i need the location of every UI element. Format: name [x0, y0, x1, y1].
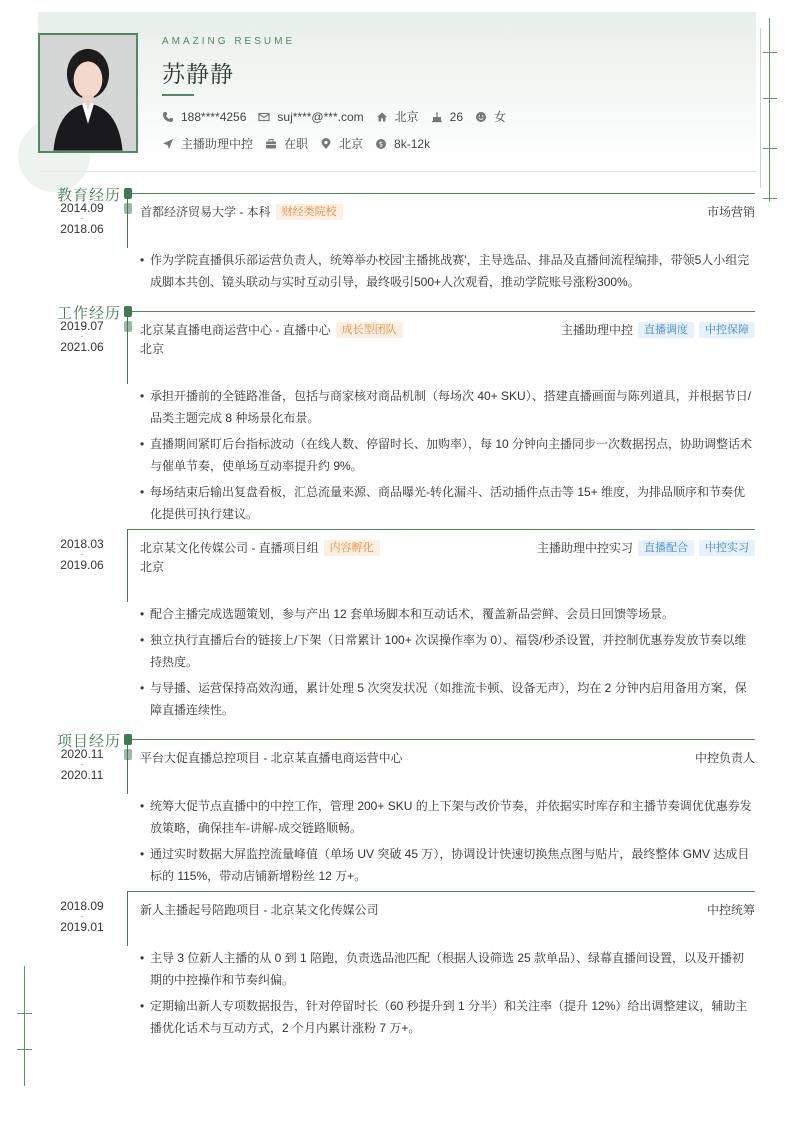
work-city: 北京 — [140, 342, 165, 356]
location-item — [376, 108, 419, 125]
work-org — [140, 539, 380, 556]
company-name: 北京某文化传媒公司 - 直播项目组 — [140, 541, 319, 555]
email-value: suj****@***.com — [277, 109, 364, 124]
project-date — [58, 748, 106, 781]
list-item: • 作为学院直播俱乐部运营负责人，统筹举办校园'主播挑战赛'，主导选品、排品及直播间流程编排，带领5人小组完成脚本共创、镜头联动与实时互动引导，最终吸引500+人次观看，推动学院账号涨粉300%。 — [140, 249, 754, 293]
date-end: 2021.06 — [60, 340, 104, 354]
major-name: 市场营销 — [706, 205, 755, 219]
entry-node — [124, 749, 132, 760]
role-tag: 中控保障 — [699, 322, 755, 338]
date-start: 2020.11 — [60, 747, 104, 761]
date-separator: - — [80, 759, 84, 769]
entry-divider — [127, 529, 755, 530]
work-role — [561, 321, 755, 338]
education-major — [707, 203, 755, 220]
decor-rail-tick — [763, 148, 777, 149]
status-item — [265, 135, 308, 152]
project-name — [140, 901, 379, 918]
candidate-name: 苏静静 — [162, 61, 234, 87]
list-item: • 每场结束后输出复盘看板，汇总流量来源、商品曝光-转化漏斗、活动插件点击等 15+ 维度，为排品顺序和节奏优化提供可执行建议。 — [140, 481, 754, 525]
mail-icon — [258, 111, 270, 123]
date-end: 2020.11 — [60, 768, 104, 782]
list-item: • 通过实时数据大屏监控流量峰值（单场 UV 突破 45 万），协调设计快速切换焦点图与贴片，最终整体 GMV 达成目标的 115%，带动店铺新增粉丝 12 万+。 — [140, 843, 754, 887]
school-tag: 财经类院校 — [276, 204, 343, 220]
age-value: 26 — [449, 109, 463, 124]
target-position-item — [162, 135, 253, 152]
work-bullets — [140, 385, 754, 529]
company-tag: 内容孵化 — [324, 540, 380, 556]
entry-node — [124, 203, 132, 214]
list-item: • 直播期间紧盯后台指标波动（在线人数、停留时长、加购率），每 10 分钟向主播同步一次数据拐点，协助调整话术与催单节奏，使单场互动率提升约 9%。 — [140, 433, 754, 477]
decor-rail-left — [24, 966, 25, 1086]
briefcase-icon — [265, 138, 277, 150]
gender-item — [475, 108, 506, 125]
email-item — [258, 110, 363, 124]
section-title-education: 教育经历 — [57, 187, 122, 204]
status-value: 在职 — [284, 137, 309, 151]
project-role-title: 中控统筹 — [706, 903, 755, 917]
project-bullets — [140, 795, 754, 891]
date-separator: - — [80, 213, 84, 223]
job-title: 主播助理中控实习 — [536, 541, 633, 555]
school-name: 首都经济贸易大学 - 本科 — [140, 205, 271, 219]
project-title: 新人主播起号陪跑项目 - 北京某文化传媒公司 — [140, 903, 379, 917]
decor-rail-left-tick — [17, 1049, 32, 1050]
decor-rail — [769, 18, 770, 202]
list-item: • 定期输出新人专项数据报告，针对停留时长（60 秒提升到 1 分半）和关注率（提升 12%）给出调整建议，辅助主播优化话术与互动方式，2 个月内累计涨粉 7 万+。 — [140, 995, 754, 1039]
svg-text:$: $ — [378, 140, 384, 149]
entry-timeline — [127, 891, 128, 946]
entry-timeline — [127, 529, 128, 602]
role-tag: 直播配合 — [638, 540, 694, 556]
education-org — [140, 203, 343, 220]
salary-value: 8k-12k — [394, 136, 431, 151]
project-name — [140, 749, 403, 766]
date-end: 2019.01 — [60, 920, 104, 934]
entry-node — [124, 321, 132, 332]
gender-icon — [475, 111, 487, 123]
contact-row — [162, 108, 518, 125]
section-node — [124, 734, 132, 745]
location-pin-icon — [320, 138, 332, 150]
decor-rail-inner — [760, 28, 761, 188]
section-divider — [127, 739, 755, 740]
avatar — [38, 33, 138, 153]
name-underline — [162, 94, 194, 96]
resume-header — [38, 12, 756, 172]
education-bullets — [140, 249, 754, 297]
project-bullets — [140, 947, 754, 1043]
section-title-project: 项目经历 — [57, 733, 122, 750]
list-item: • 独立执行直播后台的链接上/下架（日常累计 100+ 次误操作率为 0）、福袋/秒杀设置，并控制优惠券发放节奏以维持热度。 — [140, 629, 754, 673]
list-item: • 配合主播完成选题策划，参与产出 12 套单场脚本和互动话术，覆盖新品尝鲜、会员日回馈等场景。 — [140, 603, 754, 625]
date-end: 2019.06 — [60, 558, 104, 572]
date-separator: - — [80, 911, 84, 921]
decor-rail-tick — [763, 52, 777, 53]
phone-value: 188****4256 — [181, 109, 247, 124]
work-org — [140, 321, 403, 338]
date-separator: - — [80, 549, 84, 559]
brand-label: AMAZING RESUME — [162, 36, 296, 47]
job-title: 主播助理中控 — [560, 323, 633, 337]
company-name: 北京某直播电商运营中心 - 直播中心 — [140, 323, 331, 337]
phone-icon — [162, 111, 174, 123]
list-item: • 承担开播前的全链路准备，包括与商家核对商品机制（每场次 40+ SKU）、搭建直播画面与陈列道具，并根据节日/品类主题完成 8 种场景化布景。 — [140, 385, 754, 429]
phone-item — [162, 110, 246, 124]
date-start: 2019.07 — [60, 319, 104, 333]
work-date — [58, 538, 106, 571]
section-divider — [127, 193, 755, 194]
work-city: 北京 — [140, 560, 165, 574]
role-tag: 中控实习 — [699, 540, 755, 556]
project-role-title: 中控负责人 — [694, 751, 755, 765]
project-role — [707, 901, 755, 918]
work-role — [537, 539, 755, 556]
send-icon — [162, 138, 174, 150]
project-date — [58, 900, 106, 933]
date-separator: - — [80, 331, 84, 341]
section-node — [124, 188, 132, 199]
date-start: 2014.09 — [60, 201, 104, 215]
date-start: 2018.09 — [60, 899, 104, 913]
section-title-work: 工作经历 — [57, 305, 122, 322]
age-item — [431, 110, 463, 124]
decor-rail-left-tick — [17, 1013, 32, 1014]
list-item: • 主导 3 位新人主播的从 0 到 1 陪跑，负责选品池匹配（根据人设筛选 25 款单品）、绿幕直播间设置，以及开播初期的中控操作和节奏纠偏。 — [140, 947, 754, 991]
date-start: 2018.03 — [60, 537, 104, 551]
portrait-image — [40, 35, 136, 151]
education-date — [58, 202, 106, 235]
salary-item — [375, 137, 430, 151]
home-icon — [376, 111, 388, 123]
role-tag: 直播调度 — [638, 322, 694, 338]
cake-icon — [431, 111, 443, 123]
company-tag: 成长型团队 — [336, 322, 403, 338]
entry-timeline — [127, 193, 128, 248]
decor-rail-tick — [763, 198, 777, 199]
section-divider — [127, 311, 755, 312]
list-item: • 统筹大促节点直播中的中控工作，管理 200+ SKU 的上下架与改价节奏，并依据实时库存和主播节奏调优优惠券发放策略，确保挂车-讲解-成交链路顺畅。 — [140, 795, 754, 839]
project-role — [695, 749, 755, 766]
entry-timeline — [127, 739, 128, 794]
location-value: 北京 — [394, 110, 419, 124]
target-city-value: 北京 — [339, 137, 364, 151]
work-bullets — [140, 603, 754, 725]
intent-row — [162, 135, 442, 152]
decor-rail-tick — [763, 98, 777, 99]
gender-value: 女 — [494, 110, 507, 124]
project-title: 平台大促直播总控项目 - 北京某直播电商运营中心 — [140, 751, 403, 765]
entry-divider — [127, 891, 755, 892]
entry-timeline — [127, 311, 128, 384]
target-city-item — [320, 135, 363, 152]
target-position-value: 主播助理中控 — [181, 137, 254, 151]
money-icon — [375, 138, 387, 150]
list-item: • 与导播、运营保持高效沟通，累计处理 5 次突发状况（如推流卡顿、设备无声），均在 2 分钟内启用备用方案，保障直播连续性。 — [140, 677, 754, 721]
work-date — [58, 320, 106, 353]
date-end: 2018.06 — [60, 222, 104, 236]
section-node — [124, 306, 132, 317]
